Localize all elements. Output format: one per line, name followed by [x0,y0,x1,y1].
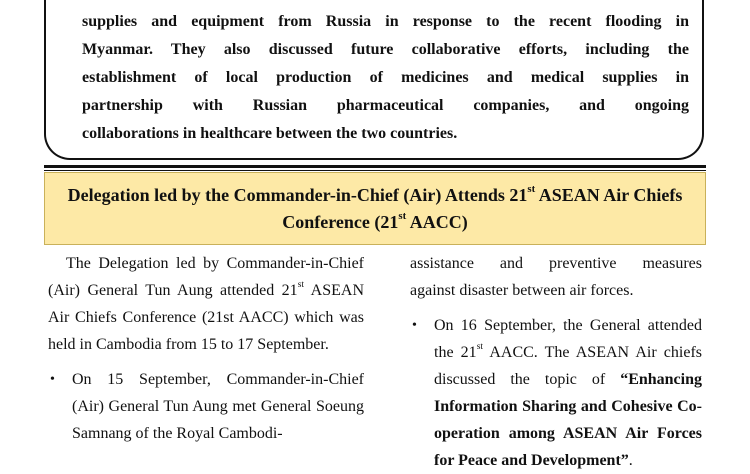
intro-ordinal: st [297,279,305,291]
bullet-text: On 15 September, Commander-in-Chief (Air) General Tun Aung met General Soeung Samnang of the Royal Cambodi- [72,371,364,442]
article-right-column [410,250,702,474]
news-box-line: supplies and equipment from Russia in response to the recent flooding in [82,13,689,30]
conference-topic: “Enhancing Information Sharing and Cohesive Co-operation among ASEAN Air Forces for Peace and Development” [434,371,702,469]
bullet-icon: • [50,372,55,387]
bullet-list-left [48,366,364,447]
continued-line: against disaster between air forces. [410,282,634,299]
intro-text: The Delegation led by Commander-in-Chief (Air) General Tun Aung attended 21 [48,255,364,299]
news-box-text [82,8,689,148]
section-divider-thin [44,170,706,171]
news-box-line: partnership with Russian pharmaceutical companies, and ongoing [82,97,689,114]
headline-ordinal: st [398,209,407,222]
intro-paragraph [48,250,364,358]
bullet-text: On 16 September, the General attended the 21 [434,317,702,361]
headline-line-1 [68,182,683,209]
section-divider-thick [44,165,706,168]
headline-text: Delegation led by the Commander-in-Chief (Air) Attends 21 [67,184,528,205]
news-box-line: Myanmar. They also discussed future collaborative efforts, including the [82,41,689,58]
headline-text: AACC) [406,211,468,232]
bullet-ordinal: st [476,341,484,353]
headline-ordinal: st [527,182,536,195]
list-item [410,312,702,474]
headline-text: ASEAN Air Chiefs [535,184,683,205]
bullet-icon: • [412,318,417,333]
list-item [48,366,364,447]
headline-text: Conference (21 [282,211,399,232]
continued-line: assistance and preventive measures [410,255,702,272]
bullet-list-right [410,312,702,474]
bullet-text: AACC. The ASEAN Air chiefs discussed the topic of [434,344,703,388]
news-box-line: establishment of local production of medicines and medical supplies in [82,69,689,86]
bullet-text: . [628,452,633,469]
headline-line-2 [282,209,467,236]
article-left-column [48,250,364,447]
article-headline [44,172,706,245]
news-box-line: collaborations in healthcare between the two countries. [82,125,458,142]
intro-text: ASEAN Air Chiefs Conference (21st AACC) which was held in Cambodia from 15 to 17 September. [48,282,365,353]
